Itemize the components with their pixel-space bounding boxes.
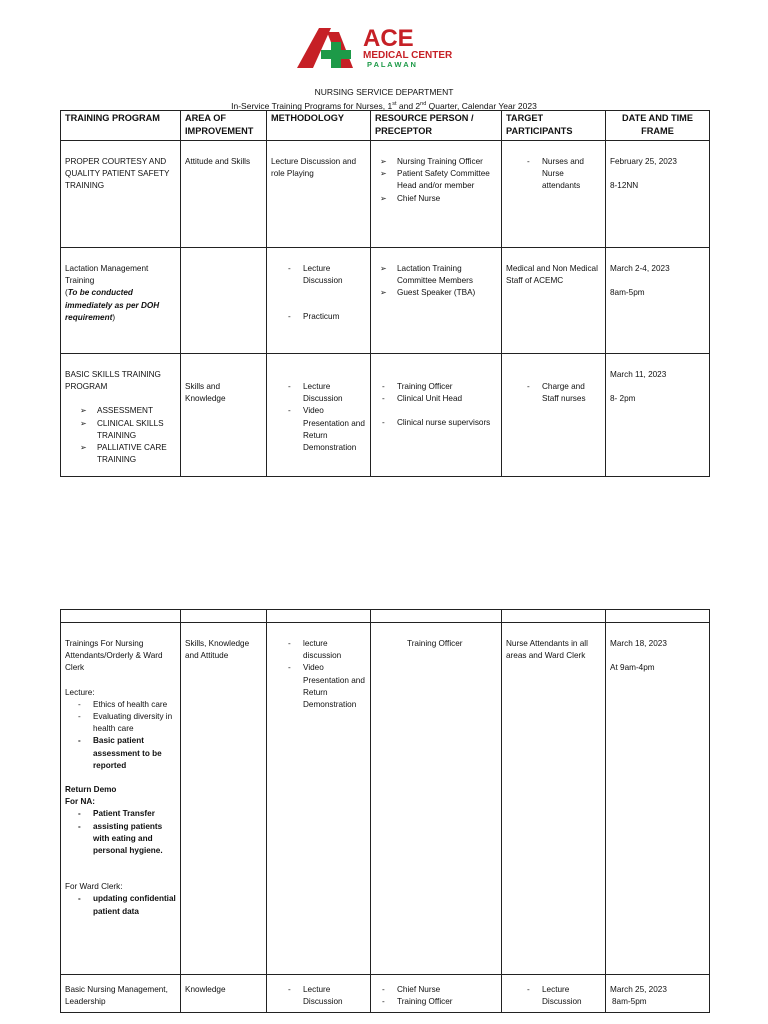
- training-table-page2: [60, 609, 710, 1013]
- table-header-row: [61, 111, 710, 141]
- program-cell: PROPER COURTESY AND QUALITY PATIENT SAFETY TRAINING: [61, 141, 181, 248]
- list-item: - Nurses and Nurse attendants: [520, 156, 601, 193]
- logo-green-cross: [321, 50, 351, 59]
- department-title: NURSING SERVICE DEPARTMENT: [314, 87, 454, 97]
- date-cell: March 25, 2023 8am-5pm: [606, 975, 710, 1013]
- list-item: - Chief Nurse: [375, 984, 497, 996]
- list-item: ➢ ASSESSMENT: [75, 405, 176, 417]
- list-item: ➢ Guest Speaker (TBA): [375, 287, 497, 299]
- ace-medical-center-logo: [297, 24, 459, 70]
- method-cell: [267, 975, 371, 1013]
- list-item: - Training Officer: [375, 381, 497, 393]
- list-item: ➢ CLINICAL SKILLS TRAINING: [75, 418, 176, 442]
- target-cell: [502, 975, 606, 1013]
- list-item: - Lecture Discussion: [520, 984, 601, 1008]
- col-header-methodology: METHODOLOGY: [267, 111, 371, 141]
- resource-cell: [371, 975, 502, 1013]
- target-cell: Medical and Non Medical Staff of ACEMC: [502, 248, 606, 354]
- area-cell: Skills and Knowledge: [181, 354, 267, 477]
- resource-cell: [371, 354, 502, 477]
- list-item: - Training Officer: [375, 996, 497, 1008]
- list-item: - lecture discussion: [281, 638, 366, 662]
- date-cell: March 2-4, 2023 8am-5pm: [606, 248, 710, 354]
- target-cell: Nurse Attendants in all areas and Ward Clerk: [502, 623, 606, 975]
- date-cell: March 11, 2023 8- 2pm: [606, 354, 710, 477]
- area-cell: Knowledge: [181, 975, 267, 1013]
- resource-cell: Training Officer: [371, 623, 502, 975]
- list-item: - Clinical Unit Head: [375, 393, 497, 405]
- list-item: - Lecture Discussion: [281, 263, 366, 287]
- list-item: - Clinical nurse supervisors: [375, 417, 497, 429]
- col-header-target: TARGET PARTICIPANTS: [502, 111, 606, 141]
- list-item: - updating confidential patient data: [71, 893, 176, 917]
- target-cell: [502, 354, 606, 477]
- list-item: - Ethics of health care: [71, 699, 176, 711]
- table-row: [61, 354, 710, 477]
- method-cell: [267, 248, 371, 354]
- list-item: - Practicum: [281, 311, 366, 323]
- program-cell: Trainings For Nursing Attendants/Orderly & Ward Clerk Lecture: - Ethics of health care - Evaluating diversity in health care - Basic patient assessment to be reported Return Demo For NA: - Patient Transfer - assisting patients with eating and personal hygiene. For Ward Clerk: - updating confidential patient data: [61, 623, 181, 975]
- col-header-resource: RESOURCE PERSON / PRECEPTOR: [371, 111, 502, 141]
- list-item: ➢ Lactation Training Committee Members: [375, 263, 497, 287]
- area-cell: [181, 248, 267, 354]
- list-item: ➢ Patient Safety Committee Head and/or member: [375, 168, 497, 192]
- document-subtitle: In-Service Training Programs for Nurses, 1st and 2nd Quarter, Calendar Year 2023: [231, 100, 537, 111]
- list-item: - Lecture Discussion: [281, 381, 366, 405]
- list-item: - Basic patient assessment to be reported: [71, 735, 176, 772]
- table-row: [61, 248, 710, 354]
- list-item: - Video Presentation and Return Demonstration: [281, 405, 366, 454]
- list-item: - Lecture Discussion: [281, 984, 366, 1008]
- method-cell: [267, 354, 371, 477]
- list-item: - assisting patients with eating and personal hygiene.: [71, 821, 176, 858]
- list-item: - Patient Transfer: [71, 808, 176, 820]
- program-cell: Lactation Management Training (To be conducted immediately as per DOH requirement): [61, 248, 181, 354]
- table-row: [61, 141, 710, 248]
- area-cell: Attitude and Skills: [181, 141, 267, 248]
- logo-line3: P A L A W A N: [367, 60, 416, 69]
- area-cell: Skills, Knowledge and Attitude: [181, 623, 267, 975]
- resource-cell: [371, 248, 502, 354]
- col-header-date: DATE AND TIME FRAME: [606, 111, 710, 141]
- list-item: - Charge and Staff nurses: [520, 381, 601, 405]
- list-item: ➢ Chief Nurse: [375, 193, 497, 205]
- list-item: ➢ PALLIATIVE CARE TRAINING: [75, 442, 176, 466]
- date-cell: February 25, 2023 8-12NN: [606, 141, 710, 248]
- list-item: - Evaluating diversity in health care: [71, 711, 176, 735]
- method-cell: [267, 623, 371, 975]
- logo-word: ACE: [363, 25, 414, 52]
- table-header-row-empty: [61, 610, 710, 623]
- logo-line2: MEDICAL CENTER: [363, 50, 453, 61]
- training-table-page1: [60, 110, 710, 477]
- list-item: - Video Presentation and Return Demonstration: [281, 662, 366, 711]
- logo-red-a-shape: [297, 28, 331, 68]
- list-item: ➢ Nursing Training Officer: [375, 156, 497, 168]
- col-header-area: AREA OF IMPROVEMENT: [181, 111, 267, 141]
- table-row: [61, 623, 710, 975]
- program-cell: Basic Nursing Management, Leadership: [61, 975, 181, 1013]
- table-row: [61, 975, 710, 1013]
- date-cell: March 18, 2023 At 9am-4pm: [606, 623, 710, 975]
- method-cell: Lecture Discussion and role Playing: [267, 141, 371, 248]
- resource-cell: [371, 141, 502, 248]
- col-header-training-program: TRAINING PROGRAM: [61, 111, 181, 141]
- program-cell: BASIC SKILLS TRAINING PROGRAM ➢ ASSESSMENT ➢ CLINICAL SKILLS TRAINING ➢ PALLIATIVE CARE TRAINING: [61, 354, 181, 477]
- target-cell: [502, 141, 606, 248]
